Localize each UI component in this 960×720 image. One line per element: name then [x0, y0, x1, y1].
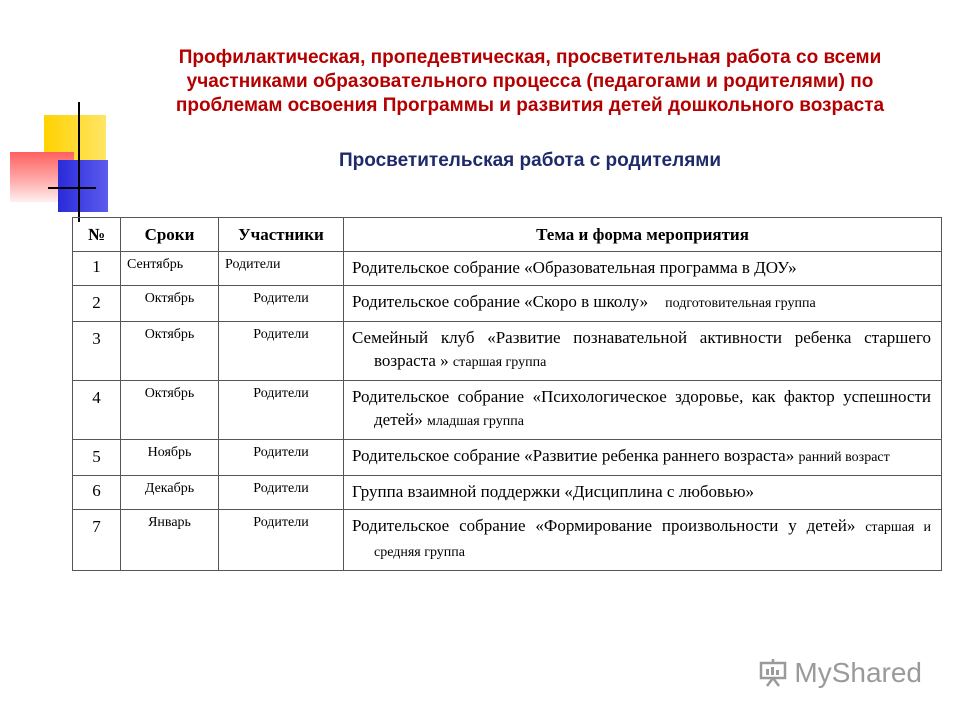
decor-vertical-line: [78, 102, 80, 222]
topic-text: Семейный клуб «Развитие познавательной активности ребенка старшего возраста »: [352, 328, 931, 370]
table-row: [73, 252, 942, 286]
topic-text: Родительское собрание «Образовательная программа в ДОУ»: [352, 258, 797, 277]
row-number: 7: [73, 510, 121, 571]
row-date: Октябрь: [121, 322, 219, 381]
header-dates: Сроки: [121, 218, 219, 252]
table-row: [73, 476, 942, 510]
topic-note: подготовительная группа: [665, 296, 816, 311]
row-topic: [344, 440, 942, 476]
topic-text: Родительское собрание «Формирование произвольности у детей»: [352, 516, 856, 535]
row-date: Ноябрь: [121, 440, 219, 476]
row-topic: [344, 322, 942, 381]
row-number: 5: [73, 440, 121, 476]
row-date: Октябрь: [121, 381, 219, 440]
slide-subtitle: Просветительская работа с родителями: [338, 150, 722, 171]
row-number: 6: [73, 476, 121, 510]
decor-blue-square: [58, 160, 108, 212]
row-number: 3: [73, 322, 121, 381]
row-number: 2: [73, 286, 121, 322]
row-participants: Родители: [219, 381, 344, 440]
topic-note: старшая группа: [452, 355, 547, 370]
row-topic: [344, 252, 942, 286]
header-number: №: [73, 218, 121, 252]
watermark: [758, 657, 922, 689]
row-participants: Родители: [219, 252, 344, 286]
topic-text: Группа взаимной поддержки «Дисциплина с любовью»: [352, 482, 755, 501]
row-participants: Родители: [219, 440, 344, 476]
row-participants: Родители: [219, 286, 344, 322]
row-topic: [344, 476, 942, 510]
row-topic: [344, 381, 942, 440]
topic-note: старшая и средняя группа: [374, 520, 931, 560]
row-participants: Родители: [219, 510, 344, 571]
row-number: 4: [73, 381, 121, 440]
table-row: [73, 322, 942, 381]
row-number: 1: [73, 252, 121, 286]
table-row: [73, 440, 942, 476]
slide-title: Профилактическая, пропедевтическая, просветительная работа со всеми участниками образовательного процесса (педагогами и родителями) по проблемам освоения Программы и развития детей дошкольного возраста: [175, 47, 885, 116]
topic-note: ранний возраст: [798, 450, 890, 465]
row-participants: Родители: [219, 322, 344, 381]
topic-note: младшая группа: [427, 414, 524, 429]
topic-text: Родительское собрание «Скоро в школу»: [352, 292, 649, 311]
row-date: Декабрь: [121, 476, 219, 510]
row-date: Октябрь: [121, 286, 219, 322]
topic-text: Родительское собрание «Развитие ребенка раннего возраста»: [352, 446, 795, 465]
decor-horizontal-line: [48, 187, 96, 189]
table-row: [73, 286, 942, 322]
presentation-icon: [758, 659, 788, 687]
table-row: [73, 381, 942, 440]
events-table: [72, 217, 942, 571]
header-topic: Тема и форма мероприятия: [344, 218, 942, 252]
row-topic: [344, 510, 942, 571]
row-date: Сентябрь: [121, 252, 219, 286]
topic-text: Родительское собрание «Психологическое здоровье, как фактор успешности детей»: [352, 387, 931, 429]
header-participants: Участники: [219, 218, 344, 252]
table-row: [73, 510, 942, 571]
row-participants: Родители: [219, 476, 344, 510]
table-header-row: [73, 218, 942, 252]
watermark-text: MyShared: [794, 657, 922, 688]
row-date: Январь: [121, 510, 219, 571]
row-topic: [344, 286, 942, 322]
